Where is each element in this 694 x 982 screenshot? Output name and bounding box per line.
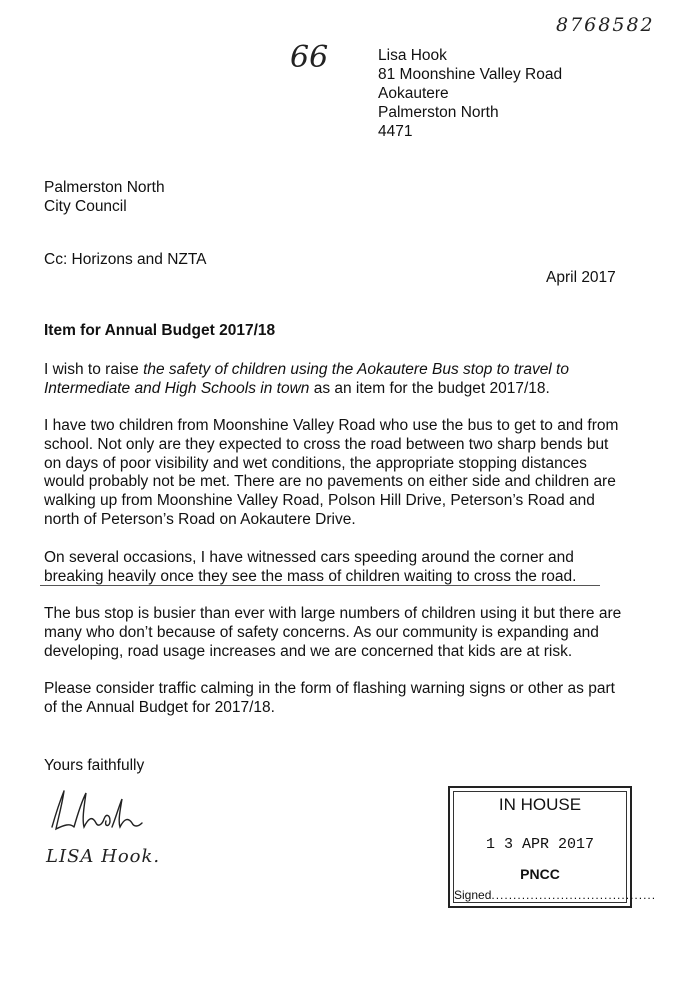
- p1-italic: the safety of children using the Aokautere Bus stop to travel to: [143, 361, 569, 378]
- p1-text: as an item for the budget 2017/18.: [309, 379, 550, 397]
- p2-line: I have two children from Moonshine Valley Road who use the bus to get to and from: [44, 417, 619, 434]
- stamp-date: 1 3 APR 2017: [485, 836, 595, 853]
- handwritten-page-mark: 66: [290, 40, 329, 75]
- signature: [44, 783, 164, 848]
- p2-line: school. Not only are they expected to cross the road between two sharp bends but: [44, 435, 609, 453]
- recipient-line: City Council: [44, 198, 127, 215]
- p2-line: on days of poor visibility and wet conditions, the appropriate stopping distances: [44, 454, 587, 472]
- p5-line: of the Annual Budget for 2017/18.: [44, 698, 275, 716]
- paragraph-5: [44, 680, 644, 718]
- p1-text: I wish to raise: [44, 361, 144, 378]
- p2-line: would probably not be met. There are no pavements on either side and children are: [44, 473, 616, 491]
- paragraph-3: [44, 549, 644, 587]
- signature-scribble: [44, 783, 164, 843]
- paragraph-4: [44, 605, 644, 661]
- reference-number: 8768582: [556, 14, 655, 36]
- p4-line: developing, road usage increases and we are concerned that kids are at risk.: [44, 642, 573, 660]
- sender-postcode: 4471: [378, 123, 413, 140]
- p4-line: The bus stop is busier than ever with large numbers of children using it but there are: [44, 605, 622, 622]
- stamp-signed-line: [454, 888, 656, 902]
- p5-line: Please consider traffic calming in the form of flashing warning signs or other as part: [44, 680, 615, 697]
- p3-line: breaking heavily once they see the mass of children waiting to cross the road.: [44, 567, 577, 585]
- letter-date: April 2017: [546, 269, 616, 286]
- sender-city: Palmerston North: [378, 104, 499, 121]
- closing: Yours faithfully: [44, 757, 145, 774]
- p4-line: many who don’t because of safety concerns. As our community is expanding and: [44, 623, 599, 641]
- p1-italic: Intermediate and High Schools in town: [44, 379, 310, 397]
- scan-line-mark: [40, 585, 600, 586]
- stamp-signed-label: Signed: [454, 888, 492, 902]
- p3-line: On several occasions, I have witnessed cars speeding around the corner and: [44, 549, 574, 566]
- cc-line: Cc: Horizons and NZTA: [44, 251, 207, 268]
- sender-address: [378, 46, 562, 141]
- stamp-org: PNCC: [520, 866, 560, 882]
- subject-heading: Item for Annual Budget 2017/18: [44, 322, 276, 339]
- stamp-signed-dots: ......................................: [491, 888, 657, 902]
- p2-line: north of Peterson’s Road on Aokautere Drive.: [44, 510, 356, 528]
- in-house-stamp: [448, 786, 657, 908]
- sender-suburb: Aokautere: [378, 85, 449, 102]
- stamp-title: IN HOUSE: [498, 795, 582, 814]
- p2-line: walking up from Moonshine Valley Road, Polson Hill Drive, Peterson’s Road and: [44, 492, 595, 510]
- paragraph-2: [44, 417, 644, 530]
- sender-street: 81 Moonshine Valley Road: [378, 66, 563, 83]
- handwritten-name: LISA Hook.: [46, 846, 161, 867]
- recipient-address: [44, 178, 165, 216]
- sender-name: Lisa Hook: [378, 47, 447, 64]
- recipient-line: Palmerston North: [44, 179, 165, 196]
- paragraph-1: [44, 361, 644, 399]
